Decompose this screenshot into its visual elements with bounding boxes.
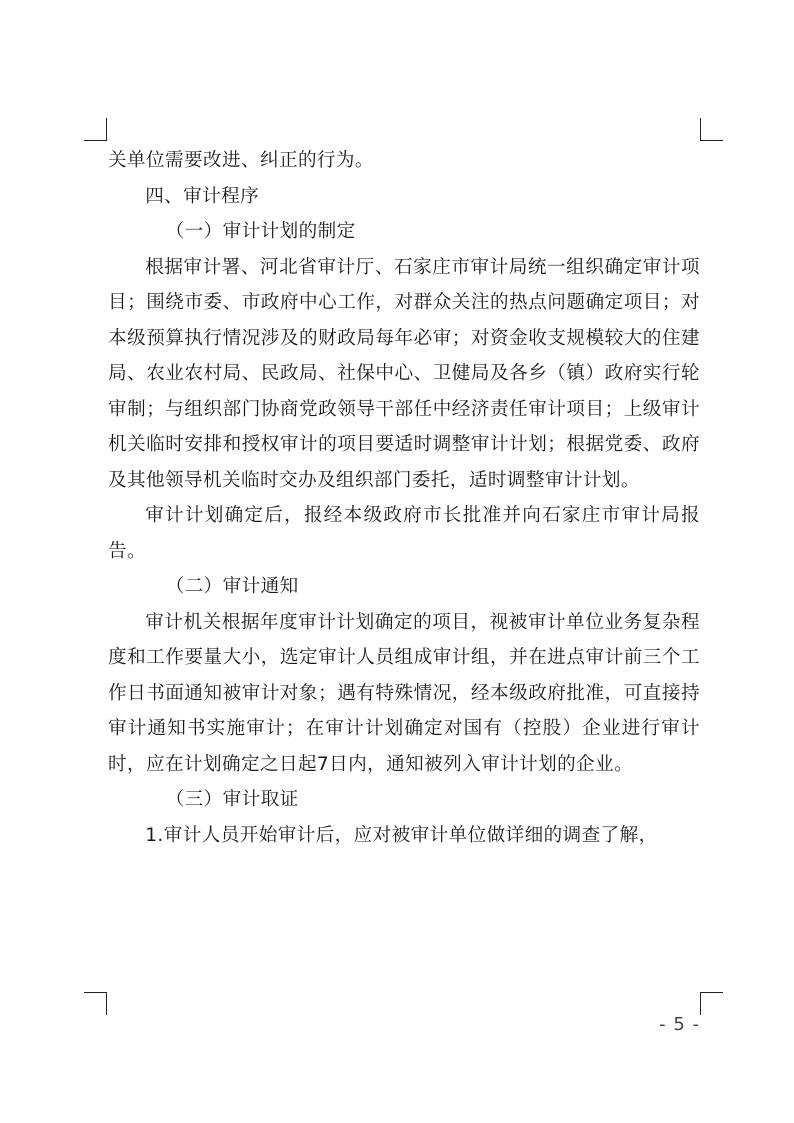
document-body [108, 143, 700, 853]
paragraph-audit-plan: 根据审计署、河北省审计厅、石家庄市审计局统一组织确定审计项目；围绕市委、市政府中心工作，对群众关注的热点问题确定项目；对本级预算执行情况涉及的财政局每年必审；对资金收支规模较大的住建局、农业农村局、民政局、社保中心、卫健局及各乡（镇）政府实行轮审制；与组织部门协商党政领导干部任中经济责任审计项目；上级审计机关临时安排和授权审计的项目要适时调整审计计划；根据党委、政府及其他领导机关临时交办及组织部门委托，适时调整审计计划。 [108, 256, 700, 491]
continuation-line: 关单位需要改进、纠正的行为。 [108, 150, 374, 171]
paragraph-evidence: 1.审计人员开始审计后，应对被审计单位做详细的调查了解， [145, 824, 658, 846]
crop-mark-bottom-right [700, 992, 723, 1015]
subsection-heading-2: （二）审计通知 [165, 576, 299, 597]
paragraph-audit-notice: 审计机关根据年度审计计划确定的项目，视被审计单位业务复杂程度和工作要量大小，选定审计人员组成审计组，并在进点审计前三个工作日书面通知被审计对象；遇有特殊情况，经本级政府批准，可直接持审计通知书实施审计；在审计计划确定对国有（控股）企业进行审计时，应在计划确定之日起7日内，通知被列入审计计划的企业。 [108, 611, 700, 775]
subsection-heading-3: （三）审计取证 [165, 789, 299, 810]
crop-mark-bottom-left [84, 992, 107, 1015]
section-heading: 四、审计程序 [145, 185, 260, 207]
crop-mark-top-left [84, 118, 107, 141]
subsection-heading-1: （一）审计计划的制定 [165, 221, 356, 242]
page-number: - 5 - [659, 1014, 700, 1035]
paragraph-plan-approval: 审计计划确定后，报经本级政府市长批准并向石家庄市审计局报告。 [108, 505, 700, 562]
crop-mark-top-right [700, 118, 723, 141]
